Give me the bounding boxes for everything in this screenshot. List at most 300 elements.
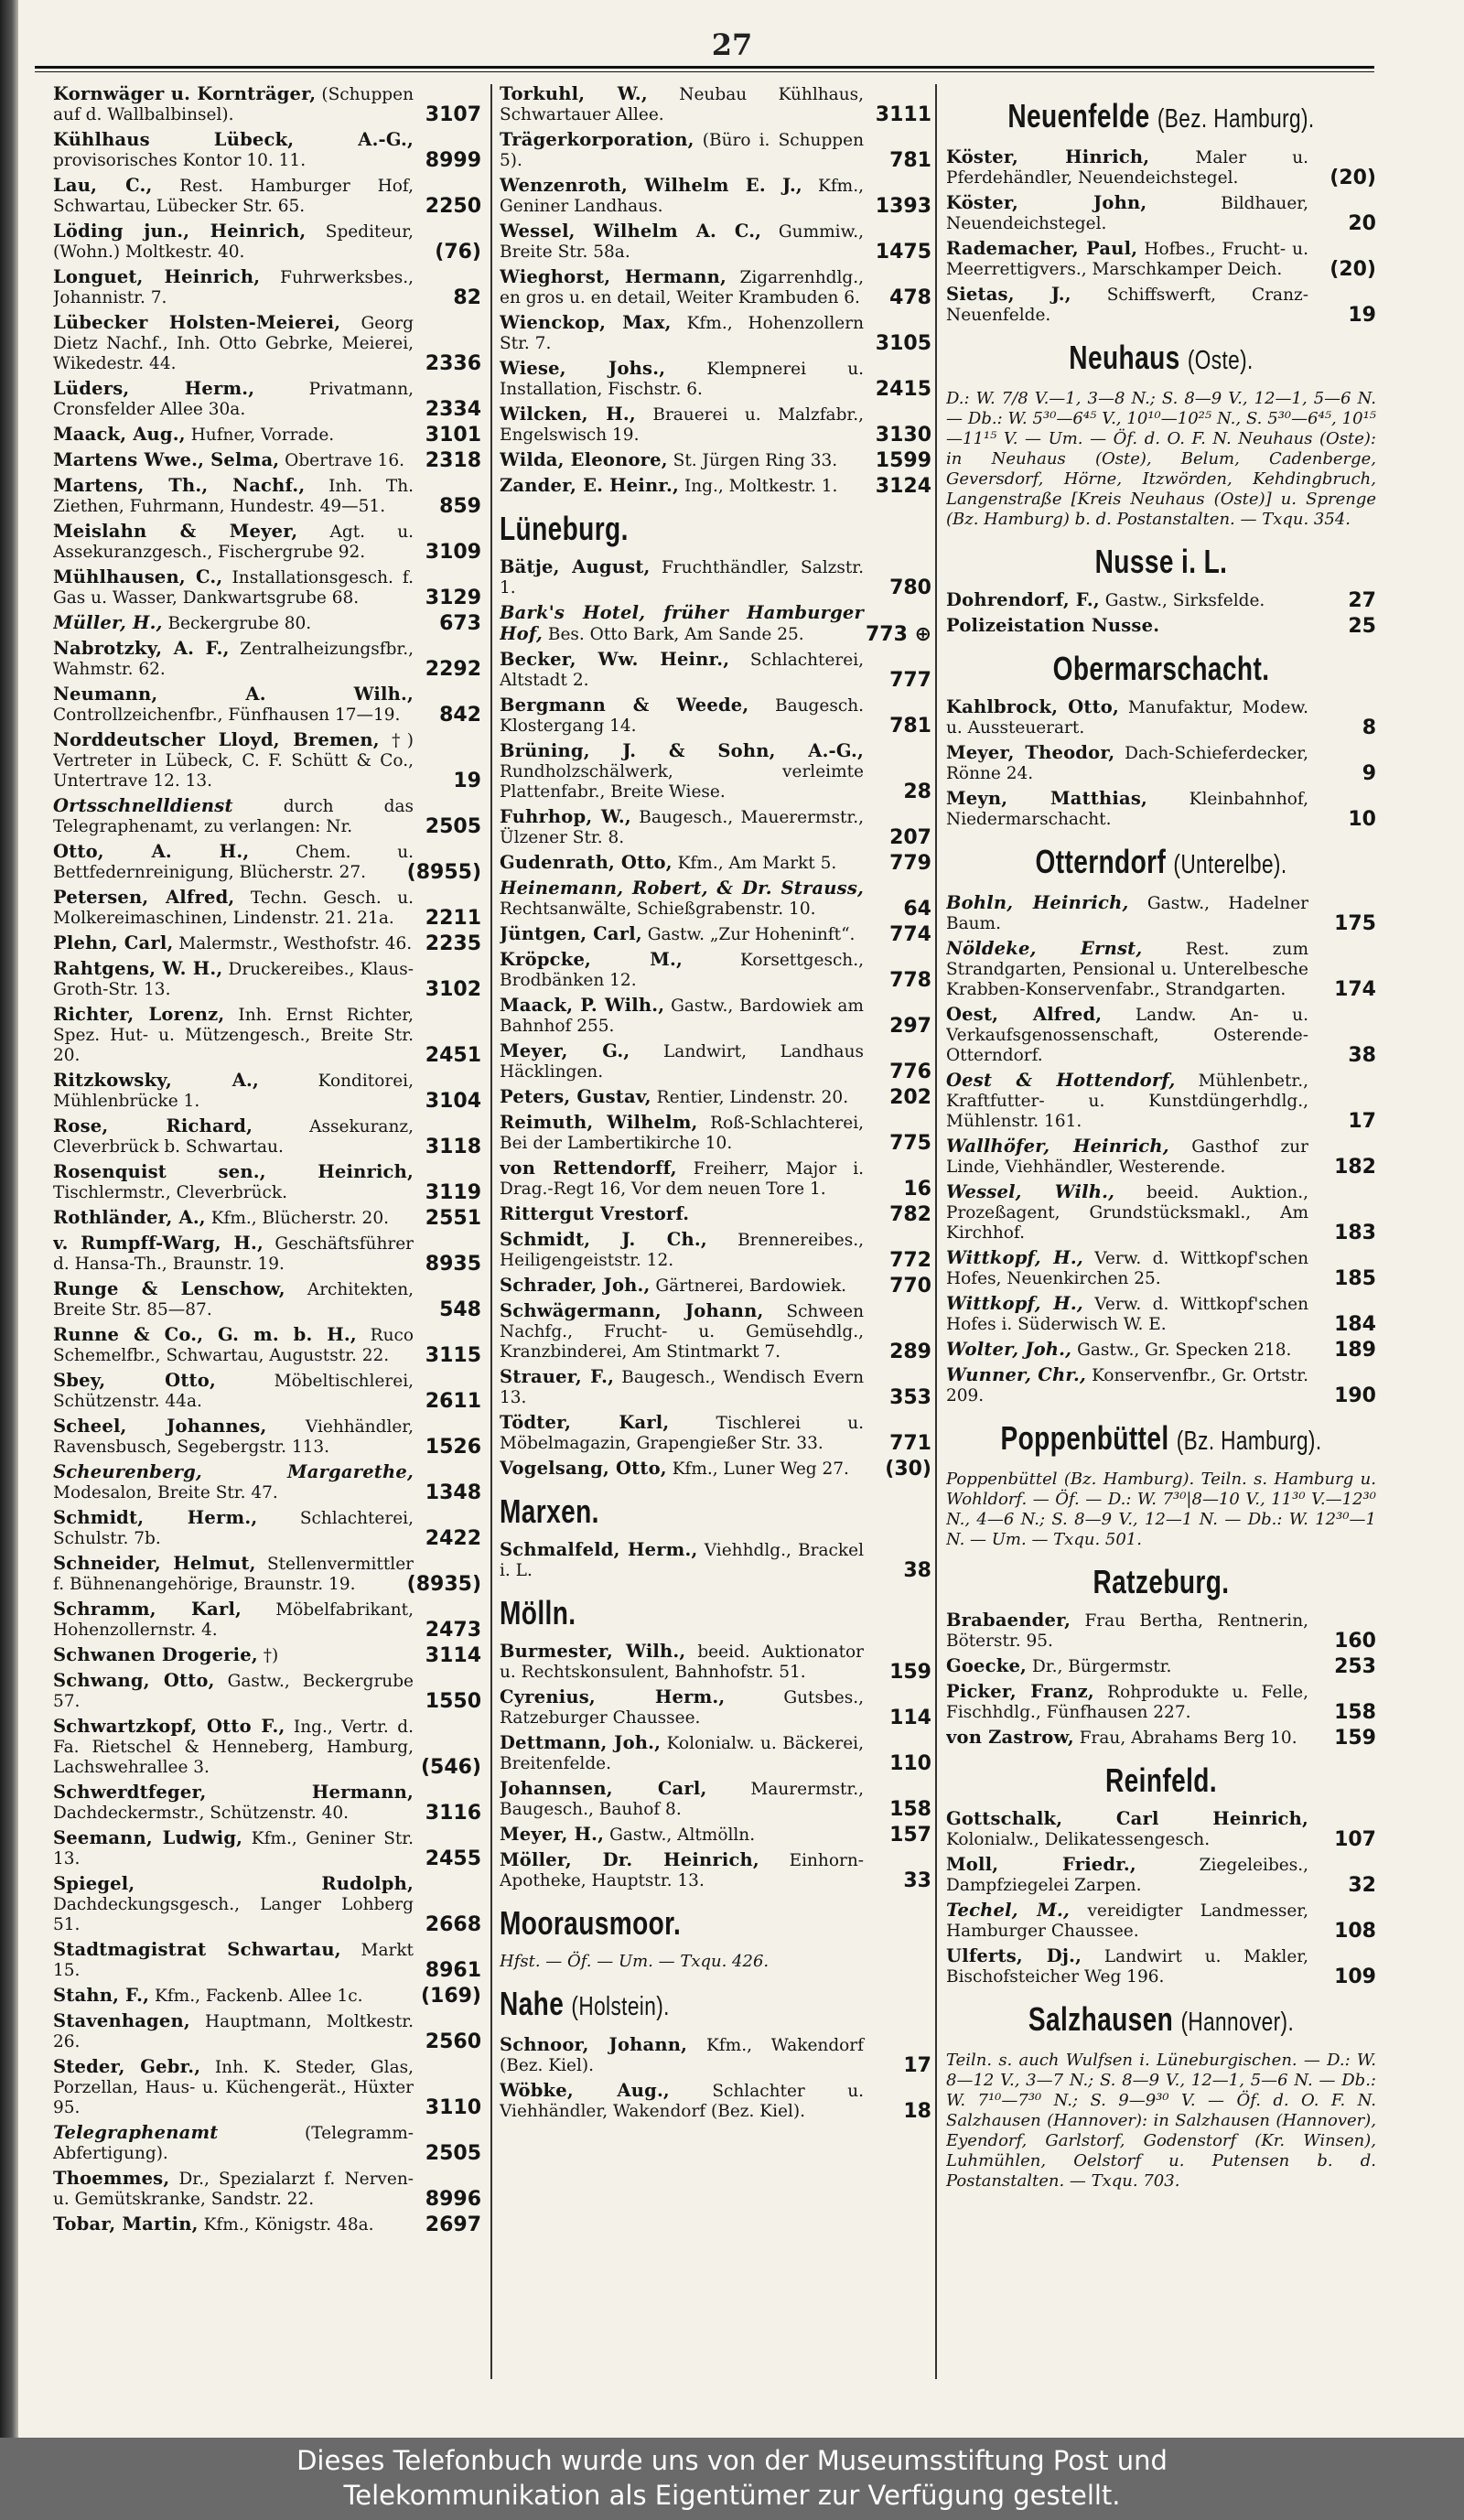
header-rule <box>35 66 1374 72</box>
listing-entry <box>500 84 931 125</box>
subscriber-details: Kleinbahnhof, Niedermarschacht. <box>946 790 1308 829</box>
section-heading <box>500 1904 836 1943</box>
subscriber-details: Rest. Hamburger Hof, Schwartau, Lübecker Str. 65. <box>53 177 414 216</box>
subscriber-name: Vogelsang, Otto, <box>500 1458 667 1479</box>
phone-number: 8961 <box>425 1959 481 1982</box>
listing-entry <box>53 1599 481 1641</box>
section-heading <box>994 1563 1329 1601</box>
subscriber-details: Landwirt u. Makler, Bischofsteicher Weg 196. <box>946 1947 1308 1987</box>
subscriber-details: Dr., Bürgermstr. <box>1031 1657 1172 1676</box>
subscriber-name: Moll, Friedr., <box>946 1854 1136 1875</box>
subscriber-name: Fuhrhop, W., <box>500 806 631 827</box>
subscriber-name: Stahn, F., <box>53 1985 150 2006</box>
subscriber-details: Freiherr, Major i. Drag.-Regt 16, Vor dem neuen Tore 1. <box>500 1159 864 1199</box>
phone-number: 2551 <box>425 1207 481 1230</box>
listing-entry <box>53 639 481 680</box>
listing-entry <box>53 522 481 563</box>
phone-number: 478 <box>889 286 931 309</box>
subscriber-name: Meyer, H., <box>500 1824 605 1845</box>
phone-number: 17 <box>1348 1110 1376 1133</box>
phone-number: 859 <box>439 495 481 518</box>
subscriber-name: Spiegel, Rudolph, <box>53 1873 414 1894</box>
subscriber-details: Stellenvermittler f. Bühnenangehörige, Braunstr. 19. <box>53 1555 414 1594</box>
phone-number: 1599 <box>875 449 931 472</box>
subscriber-name: Schrader, Joh., <box>500 1275 651 1296</box>
subscriber-details: Techn. Gesch. u. Molkereimaschinen, Lindenstr. 21. 21a. <box>53 888 414 928</box>
phone-number: 184 <box>1334 1313 1376 1336</box>
subscriber-name: Longuet, Heinrich, <box>53 266 261 287</box>
subscriber-details: Maurermstr., Baugesch., Bauhof 8. <box>500 1780 864 1819</box>
subscriber-name: Schwerdtfeger, Hermann, <box>53 1782 414 1803</box>
section-title: Nahe <box>500 1985 565 2022</box>
subscriber-name: Mühlhausen, C., <box>53 566 223 587</box>
subscriber-name: Ritzkowsky, A., <box>53 1070 260 1091</box>
subscriber-details: Gutsbes., Ratzeburger Chaussee. <box>500 1688 864 1728</box>
subscriber-details: Tischlerei u. Möbelmagazin, Grapengießer Str. 33. <box>500 1414 864 1453</box>
subscriber-details: (Büro i. Schuppen 5). <box>500 131 864 170</box>
phone-number: 3119 <box>425 1181 481 1204</box>
subscriber-details: Gastw., Altmölln. <box>609 1825 756 1845</box>
phone-number: 1393 <box>875 195 931 218</box>
phone-number: 3104 <box>425 1090 481 1113</box>
phone-number: 548 <box>439 1298 481 1321</box>
phone-number: 779 <box>889 852 931 875</box>
subscriber-name: Schwartzkopf, Otto F., <box>53 1716 285 1737</box>
subscriber-name: Martens, Th., Nachf., <box>53 475 306 496</box>
listing-entry <box>946 147 1376 188</box>
subscriber-details: Neubau Kühlhaus, Schwartauer Allee. <box>500 85 864 124</box>
subscriber-name: Burmester, Wilh., <box>500 1641 686 1662</box>
subscriber-details: Dachdeckungsgesch., Langer Lohberg 51. <box>53 1895 414 1934</box>
subscriber-name: Rosenquist sen., Heinrich, <box>53 1161 414 1182</box>
office-info: Poppenbüttel (Bz. Hamburg). Teiln. s. Hamburg u. Wohldorf. — Öf. — D.: W. 7³⁰|8—10 V., 11³⁰ V.—12³⁰ N., 4—6 N.; S. 8—9 V., 12—1 N. — Db.: W. 12³⁰—1 N. — Um. — Txqu. 501. <box>946 1470 1376 1549</box>
listing-entry <box>53 176 481 217</box>
listing-entry <box>500 476 931 497</box>
listing-entry <box>53 1279 481 1320</box>
listing-entry <box>500 1158 931 1200</box>
phone-number: (20) <box>1329 258 1376 281</box>
subscriber-name: Dettmann, Joh., <box>500 1732 662 1753</box>
subscriber-name: Picker, Franz, <box>946 1681 1094 1702</box>
subscriber-details: Viehhändler, Ravensbusch, Segebergstr. 113. <box>53 1417 414 1457</box>
section-heading <box>994 543 1329 581</box>
listing-entry <box>500 450 931 471</box>
listing-entry <box>53 221 481 263</box>
listing-entry <box>53 379 481 420</box>
office-info: Hfst. — Öf. — Um. — Txqu. 426. <box>500 1952 770 1971</box>
subscriber-name: Bark's Hotel, früher Hamburger Hof, <box>500 602 864 644</box>
subscriber-name: Wöbke, Aug., <box>500 2080 670 2101</box>
subscriber-details: Gasthof zur Linde, Viehhändler, Westerende. <box>946 1137 1308 1177</box>
subscriber-name: Lübecker Holsten-Meierei, <box>53 312 341 333</box>
listing-entry <box>500 1276 931 1297</box>
subscriber-details: †) Vertreter in Lübeck, C. F. Schütt & Co., Untertrave 12. 13. <box>53 731 414 791</box>
subscriber-details: Kfm., Blücherstr. 20. <box>210 1209 389 1228</box>
subscriber-name: Runge & Lenschow, <box>53 1278 285 1299</box>
section-subtitle: (Holstein). <box>571 1992 670 2021</box>
phone-number: 289 <box>889 1341 931 1363</box>
subscriber-details: Gastw., Sirksfelde. <box>1104 591 1265 610</box>
listing-entry <box>53 1940 481 1981</box>
subscriber-name: Wessel, Wilh., <box>946 1181 1115 1202</box>
phone-number: 2668 <box>425 1913 481 1936</box>
listing-entry <box>53 1325 481 1366</box>
phone-number: 28 <box>903 781 931 803</box>
phone-number: 771 <box>889 1432 931 1455</box>
listing-entry <box>500 313 931 354</box>
section-heading <box>500 510 836 548</box>
listing-entry <box>500 221 931 263</box>
phone-number: 3130 <box>875 424 931 447</box>
phone-number: 2336 <box>425 352 481 375</box>
subscriber-name: Techel, M., <box>946 1900 1071 1921</box>
subscriber-name: Nabrotzky, A. F., <box>53 638 230 659</box>
subscriber-name: Wiese, Johs., <box>500 358 666 379</box>
subscriber-details: Landw. An- u. Verkaufsgenossenschaft, Osterende-Otterndorf. <box>946 1006 1308 1065</box>
subscriber-details: Konditorei, Mühlenbrücke 1. <box>53 1072 414 1111</box>
subscriber-name: Johannsen, Carl, <box>500 1778 707 1799</box>
phone-number: 3109 <box>425 541 481 564</box>
subscriber-details: Kfm., Geniner Str. 13. <box>53 1829 414 1868</box>
phone-number: 157 <box>889 1824 931 1847</box>
phone-number: 109 <box>1334 1965 1376 1988</box>
subscriber-details: Rest. zum Strandgarten, Pensional u. Unterelbesche Krabben-Konservenfabr., Strandgarten. <box>946 940 1308 999</box>
listing-entry <box>53 1208 481 1229</box>
phone-number: 16 <box>903 1178 931 1201</box>
subscriber-details: Privatmann, Cronsfelder Allee 30a. <box>53 380 414 419</box>
phone-number: 3115 <box>425 1344 481 1367</box>
phone-number: 2292 <box>425 658 481 681</box>
subscriber-name: Goecke, <box>946 1655 1028 1676</box>
listing-entry <box>500 267 931 308</box>
listing-entry <box>500 404 931 446</box>
subscriber-details: Frau, Abrahams Berg 10. <box>1079 1728 1297 1748</box>
phone-number: 2334 <box>425 398 481 421</box>
phone-number: 3114 <box>425 1644 481 1667</box>
subscriber-details: Kolonialw., Delikatessengesch. <box>946 1830 1211 1849</box>
subscriber-name: Müller, H., <box>53 612 163 633</box>
subscriber-name: Neumann, A. Wilh., <box>53 684 414 705</box>
section-title: Neuhaus <box>1069 339 1180 376</box>
listing-entry <box>53 888 481 929</box>
listing-entry <box>500 2081 931 2122</box>
phone-number: 25 <box>1348 615 1376 638</box>
phone-number: 781 <box>889 149 931 172</box>
listing-entry <box>946 1248 1376 1289</box>
phone-number: 2211 <box>425 907 481 930</box>
section-title: Mölln. <box>500 1594 576 1632</box>
column-divider <box>935 84 937 2379</box>
subscriber-details: Ruco Schemelfbr., Schwartau, Auguststr. 22. <box>53 1326 414 1365</box>
listing-entry <box>53 1874 481 1935</box>
listing-entry <box>946 1901 1376 1942</box>
phone-number: 1475 <box>875 241 931 264</box>
phone-number: 770 <box>889 1275 931 1298</box>
subscriber-details: Kfm., Geniner Landhaus. <box>500 177 864 216</box>
subscriber-name: Steder, Gebr., <box>53 2056 201 2077</box>
page-number: 27 <box>711 27 753 62</box>
subscriber-name: Schwägermann, Johann, <box>500 1300 764 1321</box>
phone-number: 781 <box>889 715 931 738</box>
listing-entry <box>53 730 481 792</box>
listing-entry <box>946 1809 1376 1850</box>
listing-entry <box>500 807 931 848</box>
phone-number: 10 <box>1348 808 1376 831</box>
phone-number: 2451 <box>425 1044 481 1067</box>
listing-entry <box>500 1825 931 1846</box>
subscriber-name: Stadtmagistrat Schwartau, <box>53 1939 341 1960</box>
listing-entry <box>946 1136 1376 1178</box>
section-title: Moorausmoor. <box>500 1904 682 1942</box>
phone-number: 32 <box>1348 1874 1376 1897</box>
section-subtitle: (Bz. Hamburg). <box>1176 1427 1322 1456</box>
phone-number: 38 <box>1348 1044 1376 1067</box>
subscriber-name: Cyrenius, Herm., <box>500 1686 726 1707</box>
subscriber-name: Wittkopf, H., <box>946 1293 1083 1314</box>
subscriber-details: Inh. Ernst Richter, Spez. Hut- u. Mützengesch., Breite Str. 20. <box>53 1006 414 1065</box>
subscriber-name: Schramm, Karl, <box>53 1599 242 1620</box>
subscriber-details: Kfm., Hohenzollern Str. 7. <box>500 314 864 353</box>
listing-entry <box>500 695 931 737</box>
column-2 <box>500 84 931 2408</box>
subscriber-name: Plehn, Carl, <box>53 932 174 953</box>
subscriber-name: Peters, Gustav, <box>500 1086 651 1107</box>
subscriber-name: Wilcken, H., <box>500 404 636 425</box>
section-heading <box>994 1419 1329 1460</box>
listing-entry <box>500 1687 931 1728</box>
subscriber-name: Oest, Alfred, <box>946 1004 1103 1025</box>
phone-number: 158 <box>889 1798 931 1821</box>
subscriber-details: Klempnerei u. Installation, Fischstr. 6. <box>500 360 865 399</box>
subscriber-details: Markt 15. <box>53 1941 414 1980</box>
subscriber-name: Seemann, Ludwig, <box>53 1827 243 1848</box>
listing-entry <box>53 1671 481 1712</box>
subscriber-details: Spediteur, (Wohn.) Moltkestr. 40. <box>53 222 414 262</box>
subscriber-details: Möbelfabrikant, Hohenzollernstr. 4. <box>53 1600 414 1640</box>
listing-entry <box>946 1365 1376 1406</box>
footer-line-2: Telekommunikation als Eigentümer zur Verfügung gestellt. <box>343 2480 1121 2511</box>
subscriber-details: (Schuppen auf d. Wallbalbinsel). <box>53 85 414 124</box>
phone-number: 2318 <box>425 449 481 472</box>
listing-entry <box>946 789 1376 830</box>
subscriber-details: durch das Telegraphenamt, zu verlangen: Nr. <box>53 797 414 836</box>
phone-number: (169) <box>420 1985 481 2008</box>
subscriber-name: Wienckop, Max, <box>500 312 672 333</box>
listing-entry <box>946 1182 1376 1244</box>
listing-entry <box>500 1850 931 1891</box>
phone-number: 2505 <box>425 2142 481 2165</box>
section-heading <box>994 97 1329 138</box>
subscriber-details: Chem. u. Bettfedernreinigung, Blücherstr. 27. <box>53 843 414 882</box>
listing-entry <box>500 1113 931 1154</box>
listing-entry <box>53 1233 481 1275</box>
subscriber-details: †) <box>263 1646 279 1665</box>
listing-entry <box>53 959 481 1000</box>
subscriber-details: Ing., Moltkestr. 1. <box>684 477 838 496</box>
phone-number: 17 <box>903 2054 931 2077</box>
listing-entry <box>53 2011 481 2052</box>
section-title: Lüneburg. <box>500 510 629 547</box>
listing-entry <box>946 239 1376 280</box>
phone-number: 2697 <box>425 2213 481 2236</box>
subscriber-details: Zigarrenhdlg., en gros u. en detail, Weiter Krambuden 6. <box>500 268 864 307</box>
subscriber-details: Kfm., Königstr. 48a. <box>203 2215 374 2235</box>
phone-number: 3124 <box>875 475 931 498</box>
subscriber-name: Löding jun., Heinrich, <box>53 221 307 242</box>
listing-entry <box>53 84 481 125</box>
subscriber-name: Ulferts, Dj., <box>946 1945 1082 1966</box>
subscriber-name: Scheel, Johannes, <box>53 1416 267 1437</box>
section-title: Reinfeld. <box>1104 1761 1218 1799</box>
phone-number: 82 <box>453 286 481 309</box>
phone-number: 3105 <box>875 332 931 355</box>
subscriber-name: von Zastrow, <box>946 1727 1074 1748</box>
phone-number: 174 <box>1334 978 1376 1001</box>
listing-entry <box>53 1828 481 1869</box>
subscriber-details: Manufaktur, Modew. u. Aussteuerart. <box>946 698 1308 738</box>
listing-entry <box>500 1041 931 1082</box>
phone-number: 159 <box>1334 1727 1376 1750</box>
subscriber-name: Norddeutscher Lloyd, Bremen, <box>53 729 380 750</box>
listing-entry <box>500 924 931 945</box>
section-heading <box>500 1985 836 2026</box>
phone-number: 3118 <box>425 1136 481 1158</box>
subscriber-name: Meyer, G., <box>500 1040 630 1061</box>
listing-entry <box>53 1116 481 1158</box>
phone-number: 776 <box>889 1061 931 1083</box>
section-heading <box>994 843 1329 884</box>
listing-entry <box>500 1230 931 1271</box>
listing-entry <box>53 933 481 954</box>
listing-entry <box>53 1371 481 1412</box>
subscriber-details: Modesalon, Breite Str. 47. <box>53 1483 278 1502</box>
listing-entry <box>53 2123 481 2164</box>
subscriber-details: vereidigter Landmesser, Hamburger Chaussee. <box>946 1901 1308 1941</box>
subscriber-details: Gastw., Hadelner Baum. <box>946 894 1308 933</box>
footer-notice <box>0 2438 1464 2520</box>
subscriber-details: Viehhdlg., Brackel i. L. <box>500 1541 864 1580</box>
subscriber-details: Bildhauer, Neuendeichstegel. <box>946 194 1308 233</box>
phone-number: 190 <box>1334 1384 1376 1407</box>
subscriber-name: Nöldeke, Ernst, <box>946 938 1143 959</box>
phone-number: (76) <box>435 241 481 264</box>
section-subtitle: (Hannover). <box>1180 2008 1295 2037</box>
subscriber-details: Tischlermstr., Cleverbrück. <box>53 1183 287 1202</box>
subscriber-name: Schwanen Drogerie, <box>53 1644 258 1665</box>
listing-entry <box>946 1946 1376 1987</box>
subscriber-name: Wallhöfer, Heinrich, <box>946 1136 1169 1157</box>
listing-entry <box>53 796 481 837</box>
subscriber-name: Gudenrath, Otto, <box>500 852 673 873</box>
subscriber-name: Lau, C., <box>53 175 153 196</box>
listing-entry <box>946 1294 1376 1335</box>
subscriber-details: Fruchthändler, Salzstr. 1. <box>500 558 865 598</box>
phone-number: 107 <box>1334 1828 1376 1851</box>
listing-entry <box>946 1340 1376 1361</box>
phone-number: 780 <box>889 576 931 599</box>
subscriber-name: Dohrendorf, F., <box>946 589 1100 610</box>
phone-number: 3116 <box>425 1802 481 1825</box>
subscriber-details: Rentier, Lindenstr. 20. <box>656 1088 849 1107</box>
subscriber-details: beeid. Auktion., Prozeßagent, Grundstücksmakl., Am Kirchhof. <box>946 1183 1308 1243</box>
subscriber-name: Rothländer, A., <box>53 1207 206 1228</box>
phone-number: 9 <box>1362 762 1376 785</box>
listing-entry <box>500 1642 931 1683</box>
listing-entry <box>53 267 481 308</box>
subscriber-details: Rohprodukte u. Felle, Fischhdlg., Fünfhausen 227. <box>946 1683 1308 1722</box>
subscriber-details: Malermstr., Westhofstr. 46. <box>178 934 413 953</box>
phone-number: 18 <box>903 2100 931 2123</box>
subscriber-details: Kfm., Wakendorf (Bez. Kiel). <box>500 2036 864 2075</box>
subscriber-name: Schneider, Helmut, <box>53 1553 256 1574</box>
subscriber-name: Stavenhagen, <box>53 2010 190 2031</box>
subscriber-details: Gastw., Gr. Specken 218. <box>1077 1341 1292 1360</box>
listing-entry <box>500 2035 931 2076</box>
listing-entry <box>500 1367 931 1408</box>
listing-entry <box>946 1728 1376 1749</box>
subscriber-details: Ing., Vertr. d. Fa. Rietschel & Henneberg, Hamburg, Lachswehrallee 3. <box>53 1718 414 1777</box>
subscriber-name: Petersen, Alfred, <box>53 887 235 908</box>
subscriber-name: Martens Wwe., Selma, <box>53 449 280 470</box>
listing-entry <box>500 1459 931 1480</box>
phone-number: 19 <box>1348 304 1376 327</box>
subscriber-name: Wittkopf, H., <box>946 1247 1083 1268</box>
phone-number: (8955) <box>406 861 481 884</box>
column-1 <box>53 84 481 2408</box>
listing-entry <box>500 1540 931 1581</box>
phone-number: 158 <box>1334 1701 1376 1724</box>
phone-number: 778 <box>889 969 931 992</box>
phone-number: 2415 <box>875 378 931 401</box>
phone-number: 27 <box>1348 589 1376 612</box>
subscriber-details: Rundholzschälwerk, verleimte Plattenfabr., Breite Wiese. <box>500 762 864 802</box>
subscriber-name: Bergmann & Weede, <box>500 695 749 716</box>
subscriber-details: Kolonialw. u. Bäckerei, Breitenfelde. <box>500 1734 864 1773</box>
listing-entry <box>946 590 1376 611</box>
listing-entry <box>946 893 1376 934</box>
phone-number: (20) <box>1329 167 1376 189</box>
listing-entry <box>946 1855 1376 1896</box>
subscriber-details: Schlachterei, Schulstr. 7b. <box>53 1509 414 1548</box>
subscriber-details: Assekuranz, Cleverbrück b. Schwartau. <box>53 1117 414 1157</box>
subscriber-details: Gastw. „Zur Hoheninft“. <box>647 925 856 944</box>
subscriber-name: Kahlbrock, Otto, <box>946 696 1119 717</box>
phone-number: 185 <box>1334 1267 1376 1290</box>
subscriber-name: Wessel, Wilhelm A. C., <box>500 221 762 242</box>
phone-number: 2235 <box>425 932 481 955</box>
phone-number: 842 <box>439 704 481 727</box>
subscriber-name: Zander, E. Heinr., <box>500 475 680 496</box>
subscriber-name: Wilda, Eleonore, <box>500 449 668 470</box>
subscriber-name: Ortsschnelldienst <box>53 795 233 816</box>
phone-number: 1550 <box>425 1690 481 1713</box>
subscriber-details: Rechtsanwälte, Schießgrabenstr. 10. <box>500 899 816 919</box>
phone-number: 2611 <box>425 1390 481 1413</box>
listing-entry <box>53 1782 481 1824</box>
subscriber-name: Meislahn & Meyer, <box>53 521 298 542</box>
subscriber-details: Geschäftsführer d. Hansa-Th., Braunstr. 19. <box>53 1234 414 1274</box>
section-title: Otterndorf <box>1035 843 1167 880</box>
subscriber-name: Maack, P. Wilh., <box>500 995 665 1016</box>
subscriber-details: Baugesch. Klostergang 14. <box>500 696 864 736</box>
listing-entry <box>500 1733 931 1774</box>
phone-number: 775 <box>889 1132 931 1155</box>
subscriber-details: Zentralheizungsfbr., Wahmstr. 62. <box>53 640 414 679</box>
subscriber-details: Verw. d. Wittkopf'schen Hofes i. Süderwisch W. E. <box>946 1295 1308 1334</box>
subscriber-name: Kühlhaus Lübeck, A.-G., <box>53 129 414 150</box>
subscriber-details: Installationsgesch. f. Gas u. Wasser, Dankwartsgrube 68. <box>53 568 414 608</box>
subscriber-details: Maler u. Pferdehändler, Neuendeichstegel. <box>946 148 1308 188</box>
